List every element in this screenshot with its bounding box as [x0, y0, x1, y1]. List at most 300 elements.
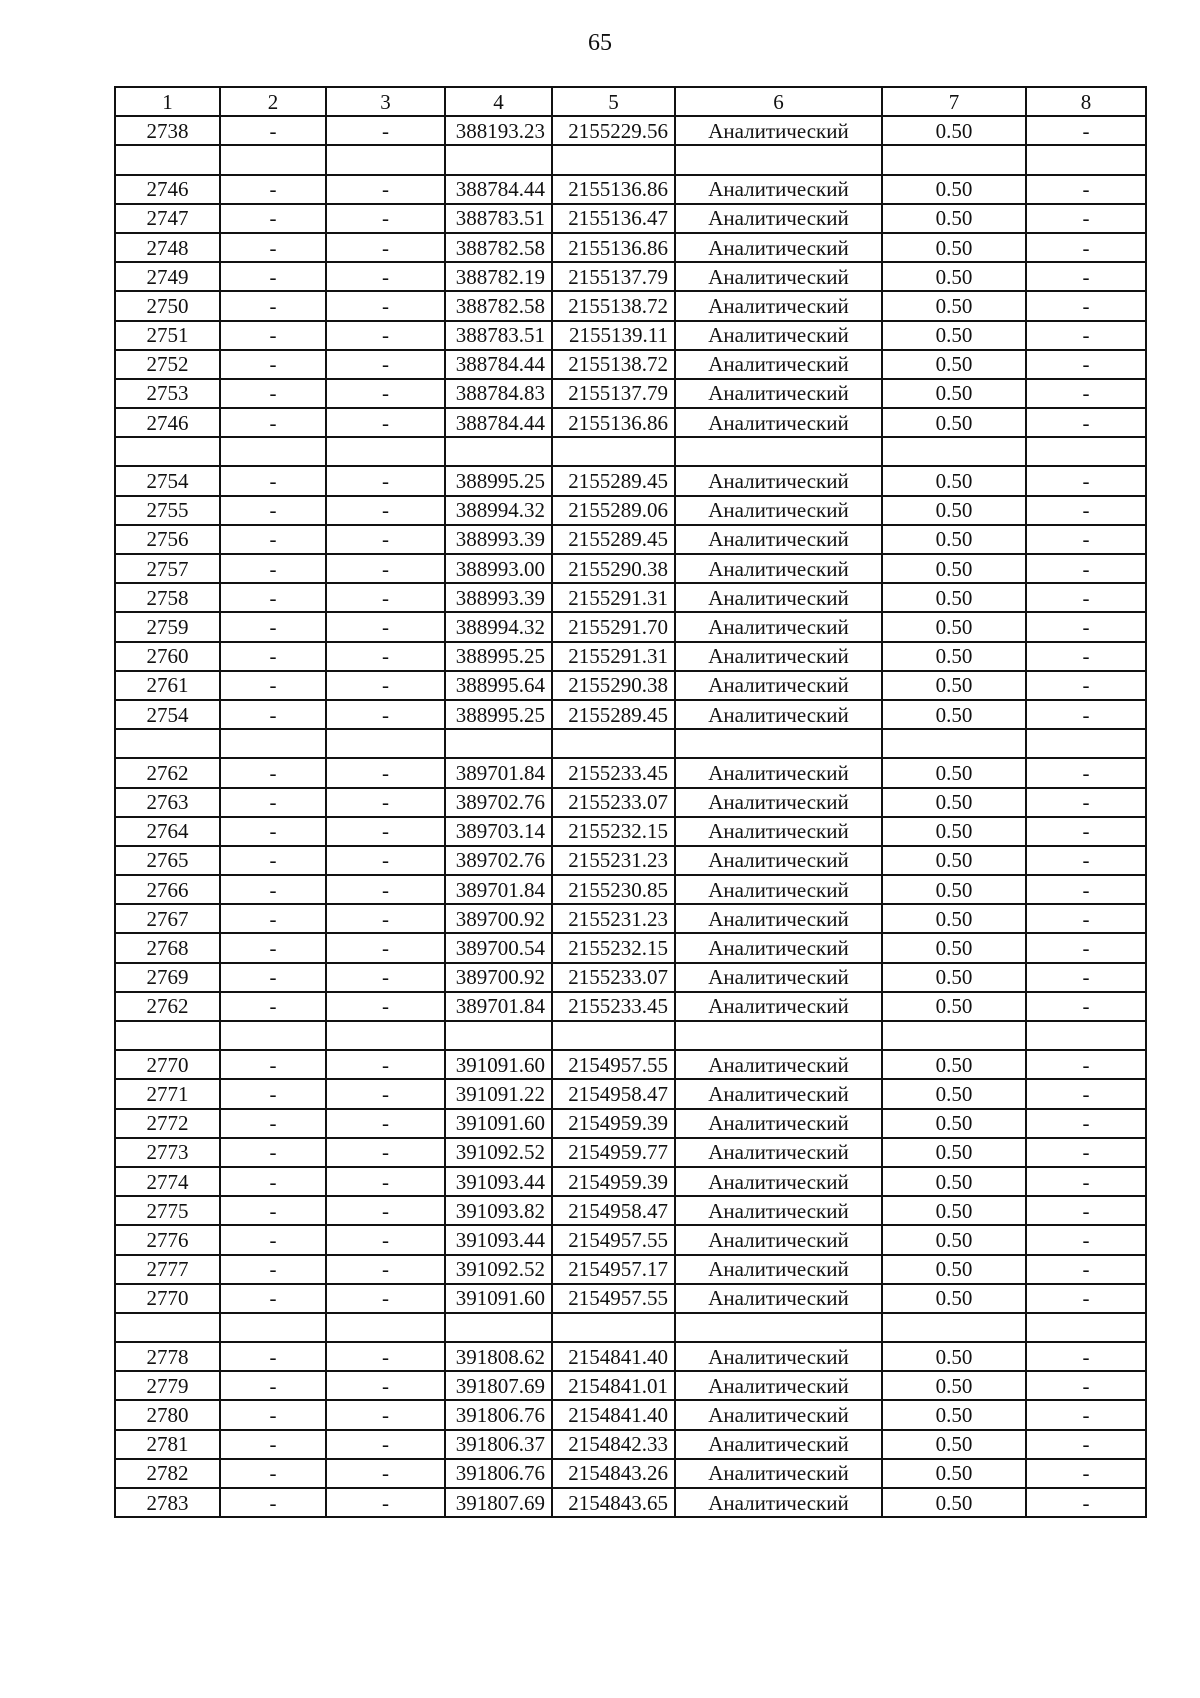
method-cell: Аналитический: [675, 262, 882, 291]
col8-cell: -: [1026, 1138, 1146, 1167]
point-number-cell: 2748: [115, 233, 220, 262]
method-cell: Аналитический: [675, 379, 882, 408]
point-number-cell: 2756: [115, 525, 220, 554]
x-coordinate-cell: 388193.23: [445, 116, 552, 145]
y-coordinate-cell: 2154843.65: [552, 1488, 675, 1517]
y-coordinate-cell: 2154842.33: [552, 1430, 675, 1459]
point-number-cell: 2774: [115, 1167, 220, 1196]
col3-cell: [326, 145, 445, 174]
x-coordinate-cell: 391091.60: [445, 1109, 552, 1138]
point-number-cell: 2767: [115, 904, 220, 933]
method-cell: Аналитический: [675, 1079, 882, 1108]
point-number-cell: 2747: [115, 204, 220, 233]
method-cell: Аналитический: [675, 642, 882, 671]
accuracy-cell: 0.50: [882, 1138, 1026, 1167]
x-coordinate-cell: 391806.76: [445, 1400, 552, 1429]
x-coordinate-cell: 391091.60: [445, 1050, 552, 1079]
accuracy-cell: 0.50: [882, 525, 1026, 554]
y-coordinate-cell: 2155231.23: [552, 904, 675, 933]
col2-cell: -: [220, 1167, 326, 1196]
y-coordinate-cell: 2154841.01: [552, 1371, 675, 1400]
accuracy-cell: 0.50: [882, 963, 1026, 992]
x-coordinate-cell: 389701.84: [445, 992, 552, 1021]
y-coordinate-cell: 2154958.47: [552, 1196, 675, 1225]
y-coordinate-cell: [552, 1313, 675, 1342]
method-cell: [675, 145, 882, 174]
column-header: 4: [445, 87, 552, 116]
point-number-cell: 2753: [115, 379, 220, 408]
x-coordinate-cell: 391806.37: [445, 1430, 552, 1459]
method-cell: Аналитический: [675, 1488, 882, 1517]
table-row: [115, 1459, 1146, 1488]
col8-cell: -: [1026, 525, 1146, 554]
table-row: [115, 963, 1146, 992]
col8-cell: -: [1026, 1109, 1146, 1138]
x-coordinate-cell: 391092.52: [445, 1138, 552, 1167]
x-coordinate-cell: [445, 729, 552, 758]
separator-row: [115, 145, 1146, 174]
col3-cell: -: [326, 379, 445, 408]
point-number-cell: 2757: [115, 554, 220, 583]
method-cell: Аналитический: [675, 1255, 882, 1284]
y-coordinate-cell: 2154957.55: [552, 1284, 675, 1313]
table-row: [115, 758, 1146, 787]
col3-cell: -: [326, 1488, 445, 1517]
y-coordinate-cell: 2155137.79: [552, 262, 675, 291]
table-row: [115, 1342, 1146, 1371]
x-coordinate-cell: 391093.44: [445, 1225, 552, 1254]
accuracy-cell: 0.50: [882, 817, 1026, 846]
method-cell: Аналитический: [675, 700, 882, 729]
table-row: [115, 583, 1146, 612]
y-coordinate-cell: 2155232.15: [552, 817, 675, 846]
col8-cell: -: [1026, 291, 1146, 320]
col2-cell: -: [220, 671, 326, 700]
accuracy-cell: [882, 1021, 1026, 1050]
col3-cell: -: [326, 408, 445, 437]
col8-cell: -: [1026, 233, 1146, 262]
col2-cell: -: [220, 758, 326, 787]
accuracy-cell: 0.50: [882, 1284, 1026, 1313]
col3-cell: -: [326, 817, 445, 846]
x-coordinate-cell: [445, 145, 552, 174]
table-row: [115, 1400, 1146, 1429]
page-number: 65: [588, 30, 612, 56]
point-number-cell: 2758: [115, 583, 220, 612]
accuracy-cell: 0.50: [882, 1459, 1026, 1488]
accuracy-cell: 0.50: [882, 350, 1026, 379]
table-row: [115, 262, 1146, 291]
accuracy-cell: 0.50: [882, 1255, 1026, 1284]
point-number-cell: [115, 1021, 220, 1050]
coordinates-table: [114, 86, 1147, 1518]
table-row: [115, 1225, 1146, 1254]
y-coordinate-cell: 2154957.17: [552, 1255, 675, 1284]
x-coordinate-cell: 389700.92: [445, 963, 552, 992]
col2-cell: -: [220, 933, 326, 962]
point-number-cell: 2775: [115, 1196, 220, 1225]
point-number-cell: 2746: [115, 408, 220, 437]
col8-cell: -: [1026, 321, 1146, 350]
col2-cell: -: [220, 1109, 326, 1138]
col8-cell: -: [1026, 1225, 1146, 1254]
method-cell: Аналитический: [675, 175, 882, 204]
method-cell: Аналитический: [675, 408, 882, 437]
table-row: [115, 1109, 1146, 1138]
col8-cell: -: [1026, 1196, 1146, 1225]
x-coordinate-cell: [445, 437, 552, 466]
accuracy-cell: 0.50: [882, 788, 1026, 817]
point-number-cell: 2755: [115, 496, 220, 525]
col2-cell: -: [220, 408, 326, 437]
method-cell: Аналитический: [675, 1050, 882, 1079]
y-coordinate-cell: 2155232.15: [552, 933, 675, 962]
col2-cell: -: [220, 204, 326, 233]
y-coordinate-cell: 2155229.56: [552, 116, 675, 145]
col3-cell: -: [326, 525, 445, 554]
col8-cell: -: [1026, 1371, 1146, 1400]
point-number-cell: 2766: [115, 875, 220, 904]
table-row: [115, 1488, 1146, 1517]
col8-cell: -: [1026, 612, 1146, 641]
y-coordinate-cell: 2155289.45: [552, 466, 675, 495]
x-coordinate-cell: 389703.14: [445, 817, 552, 846]
method-cell: Аналитический: [675, 992, 882, 1021]
col2-cell: -: [220, 788, 326, 817]
col8-cell: [1026, 145, 1146, 174]
col3-cell: [326, 1313, 445, 1342]
accuracy-cell: 0.50: [882, 291, 1026, 320]
accuracy-cell: [882, 437, 1026, 466]
accuracy-cell: 0.50: [882, 379, 1026, 408]
y-coordinate-cell: 2154957.55: [552, 1050, 675, 1079]
x-coordinate-cell: 391093.44: [445, 1167, 552, 1196]
table-row: [115, 671, 1146, 700]
col2-cell: -: [220, 525, 326, 554]
col3-cell: -: [326, 291, 445, 320]
table-row: [115, 1079, 1146, 1108]
col3-cell: -: [326, 1371, 445, 1400]
column-header: 6: [675, 87, 882, 116]
accuracy-cell: 0.50: [882, 1050, 1026, 1079]
col2-cell: -: [220, 554, 326, 583]
col3-cell: -: [326, 583, 445, 612]
method-cell: Аналитический: [675, 904, 882, 933]
column-header: 7: [882, 87, 1026, 116]
x-coordinate-cell: [445, 1021, 552, 1050]
col2-cell: -: [220, 1488, 326, 1517]
col2-cell: [220, 145, 326, 174]
col8-cell: [1026, 437, 1146, 466]
x-coordinate-cell: [445, 1313, 552, 1342]
table-row: [115, 1430, 1146, 1459]
col2-cell: -: [220, 904, 326, 933]
point-number-cell: 2779: [115, 1371, 220, 1400]
method-cell: Аналитический: [675, 1430, 882, 1459]
table-row: [115, 525, 1146, 554]
col8-cell: -: [1026, 496, 1146, 525]
point-number-cell: 2746: [115, 175, 220, 204]
y-coordinate-cell: [552, 145, 675, 174]
method-cell: [675, 1313, 882, 1342]
method-cell: Аналитический: [675, 116, 882, 145]
accuracy-cell: 0.50: [882, 466, 1026, 495]
y-coordinate-cell: 2155136.86: [552, 175, 675, 204]
col2-cell: [220, 1021, 326, 1050]
accuracy-cell: [882, 729, 1026, 758]
accuracy-cell: 0.50: [882, 554, 1026, 583]
col2-cell: -: [220, 262, 326, 291]
y-coordinate-cell: 2154958.47: [552, 1079, 675, 1108]
accuracy-cell: 0.50: [882, 1400, 1026, 1429]
y-coordinate-cell: [552, 437, 675, 466]
table-row: [115, 1050, 1146, 1079]
x-coordinate-cell: 391091.60: [445, 1284, 552, 1313]
point-number-cell: 2771: [115, 1079, 220, 1108]
y-coordinate-cell: 2155136.47: [552, 204, 675, 233]
y-coordinate-cell: 2155233.45: [552, 992, 675, 1021]
point-number-cell: 2754: [115, 700, 220, 729]
method-cell: Аналитический: [675, 350, 882, 379]
accuracy-cell: 0.50: [882, 671, 1026, 700]
accuracy-cell: 0.50: [882, 175, 1026, 204]
point-number-cell: 2769: [115, 963, 220, 992]
col3-cell: -: [326, 642, 445, 671]
col2-cell: -: [220, 817, 326, 846]
method-cell: Аналитический: [675, 1225, 882, 1254]
method-cell: Аналитический: [675, 1167, 882, 1196]
point-number-cell: 2783: [115, 1488, 220, 1517]
col8-cell: -: [1026, 350, 1146, 379]
y-coordinate-cell: 2155289.45: [552, 700, 675, 729]
table-row: [115, 642, 1146, 671]
col3-cell: -: [326, 1430, 445, 1459]
point-number-cell: 2764: [115, 817, 220, 846]
table-row: [115, 700, 1146, 729]
column-header: 5: [552, 87, 675, 116]
col2-cell: -: [220, 466, 326, 495]
table-row: [115, 466, 1146, 495]
x-coordinate-cell: 391807.69: [445, 1371, 552, 1400]
col3-cell: -: [326, 671, 445, 700]
y-coordinate-cell: 2155233.07: [552, 788, 675, 817]
col2-cell: -: [220, 291, 326, 320]
accuracy-cell: 0.50: [882, 1342, 1026, 1371]
col3-cell: [326, 729, 445, 758]
method-cell: Аналитический: [675, 846, 882, 875]
col8-cell: -: [1026, 1255, 1146, 1284]
y-coordinate-cell: 2155289.06: [552, 496, 675, 525]
y-coordinate-cell: 2155138.72: [552, 291, 675, 320]
accuracy-cell: 0.50: [882, 933, 1026, 962]
x-coordinate-cell: 391807.69: [445, 1488, 552, 1517]
col2-cell: -: [220, 175, 326, 204]
y-coordinate-cell: 2155290.38: [552, 554, 675, 583]
y-coordinate-cell: 2155136.86: [552, 233, 675, 262]
table-row: [115, 233, 1146, 262]
point-number-cell: 2761: [115, 671, 220, 700]
col8-cell: -: [1026, 554, 1146, 583]
table-row: [115, 408, 1146, 437]
y-coordinate-cell: 2154843.26: [552, 1459, 675, 1488]
column-header: 1: [115, 87, 220, 116]
accuracy-cell: 0.50: [882, 1225, 1026, 1254]
col3-cell: -: [326, 758, 445, 787]
col2-cell: -: [220, 642, 326, 671]
y-coordinate-cell: 2155138.72: [552, 350, 675, 379]
point-number-cell: 2782: [115, 1459, 220, 1488]
col2-cell: -: [220, 1225, 326, 1254]
x-coordinate-cell: 388995.64: [445, 671, 552, 700]
x-coordinate-cell: 391808.62: [445, 1342, 552, 1371]
x-coordinate-cell: 388995.25: [445, 466, 552, 495]
col3-cell: -: [326, 963, 445, 992]
y-coordinate-cell: 2155231.23: [552, 846, 675, 875]
col2-cell: [220, 437, 326, 466]
col2-cell: [220, 1313, 326, 1342]
col3-cell: -: [326, 1109, 445, 1138]
x-coordinate-cell: 388782.19: [445, 262, 552, 291]
col3-cell: -: [326, 1255, 445, 1284]
table-row: [115, 496, 1146, 525]
table-row: [115, 875, 1146, 904]
table-row: [115, 116, 1146, 145]
col3-cell: -: [326, 1459, 445, 1488]
col8-cell: [1026, 729, 1146, 758]
point-number-cell: [115, 145, 220, 174]
y-coordinate-cell: 2155291.70: [552, 612, 675, 641]
method-cell: Аналитический: [675, 1342, 882, 1371]
method-cell: Аналитический: [675, 1371, 882, 1400]
col8-cell: -: [1026, 963, 1146, 992]
accuracy-cell: 0.50: [882, 233, 1026, 262]
y-coordinate-cell: 2154959.77: [552, 1138, 675, 1167]
point-number-cell: 2759: [115, 612, 220, 641]
col8-cell: -: [1026, 817, 1146, 846]
method-cell: [675, 729, 882, 758]
method-cell: Аналитический: [675, 291, 882, 320]
table-row: [115, 175, 1146, 204]
col8-cell: -: [1026, 671, 1146, 700]
col8-cell: -: [1026, 204, 1146, 233]
col2-cell: -: [220, 233, 326, 262]
col2-cell: -: [220, 350, 326, 379]
method-cell: Аналитический: [675, 671, 882, 700]
col2-cell: -: [220, 1342, 326, 1371]
x-coordinate-cell: 389701.84: [445, 875, 552, 904]
col3-cell: -: [326, 175, 445, 204]
x-coordinate-cell: 388782.58: [445, 291, 552, 320]
col3-cell: -: [326, 233, 445, 262]
x-coordinate-cell: 388783.51: [445, 321, 552, 350]
col2-cell: -: [220, 963, 326, 992]
method-cell: Аналитический: [675, 554, 882, 583]
col2-cell: -: [220, 496, 326, 525]
method-cell: Аналитический: [675, 1459, 882, 1488]
col3-cell: -: [326, 846, 445, 875]
method-cell: Аналитический: [675, 875, 882, 904]
method-cell: [675, 1021, 882, 1050]
point-number-cell: 2752: [115, 350, 220, 379]
point-number-cell: 2750: [115, 291, 220, 320]
y-coordinate-cell: 2155289.45: [552, 525, 675, 554]
y-coordinate-cell: 2155233.07: [552, 963, 675, 992]
col2-cell: -: [220, 612, 326, 641]
col3-cell: -: [326, 321, 445, 350]
x-coordinate-cell: 391092.52: [445, 1255, 552, 1284]
point-number-cell: 2776: [115, 1225, 220, 1254]
col3-cell: -: [326, 262, 445, 291]
accuracy-cell: [882, 145, 1026, 174]
col2-cell: -: [220, 321, 326, 350]
col8-cell: [1026, 1021, 1146, 1050]
point-number-cell: 2749: [115, 262, 220, 291]
col3-cell: -: [326, 1284, 445, 1313]
col3-cell: -: [326, 1167, 445, 1196]
point-number-cell: 2772: [115, 1109, 220, 1138]
column-header: 8: [1026, 87, 1146, 116]
table-row: [115, 1284, 1146, 1313]
method-cell: Аналитический: [675, 788, 882, 817]
col2-cell: -: [220, 992, 326, 1021]
col2-cell: -: [220, 1371, 326, 1400]
accuracy-cell: 0.50: [882, 583, 1026, 612]
col2-cell: [220, 729, 326, 758]
col3-cell: -: [326, 116, 445, 145]
accuracy-cell: 0.50: [882, 642, 1026, 671]
col8-cell: -: [1026, 788, 1146, 817]
col8-cell: -: [1026, 1459, 1146, 1488]
x-coordinate-cell: 389702.76: [445, 846, 552, 875]
col3-cell: -: [326, 700, 445, 729]
y-coordinate-cell: [552, 1021, 675, 1050]
point-number-cell: [115, 729, 220, 758]
col2-cell: -: [220, 583, 326, 612]
col2-cell: -: [220, 1138, 326, 1167]
col3-cell: [326, 1021, 445, 1050]
x-coordinate-cell: 388782.58: [445, 233, 552, 262]
accuracy-cell: 0.50: [882, 904, 1026, 933]
x-coordinate-cell: 388995.25: [445, 700, 552, 729]
accuracy-cell: [882, 1313, 1026, 1342]
col8-cell: -: [1026, 1342, 1146, 1371]
y-coordinate-cell: 2155291.31: [552, 583, 675, 612]
y-coordinate-cell: [552, 729, 675, 758]
col3-cell: -: [326, 554, 445, 583]
point-number-cell: 2760: [115, 642, 220, 671]
accuracy-cell: 0.50: [882, 612, 1026, 641]
col2-cell: -: [220, 875, 326, 904]
col8-cell: [1026, 1313, 1146, 1342]
col2-cell: -: [220, 1050, 326, 1079]
table-row: [115, 933, 1146, 962]
col8-cell: -: [1026, 1488, 1146, 1517]
x-coordinate-cell: 388784.44: [445, 350, 552, 379]
col2-cell: -: [220, 700, 326, 729]
col3-cell: -: [326, 1079, 445, 1108]
method-cell: [675, 437, 882, 466]
method-cell: Аналитический: [675, 933, 882, 962]
point-number-cell: 2780: [115, 1400, 220, 1429]
accuracy-cell: 0.50: [882, 700, 1026, 729]
y-coordinate-cell: 2155139.11: [552, 321, 675, 350]
table-row: [115, 612, 1146, 641]
accuracy-cell: 0.50: [882, 204, 1026, 233]
col8-cell: -: [1026, 758, 1146, 787]
y-coordinate-cell: 2155291.31: [552, 642, 675, 671]
col3-cell: [326, 437, 445, 466]
col8-cell: -: [1026, 1400, 1146, 1429]
